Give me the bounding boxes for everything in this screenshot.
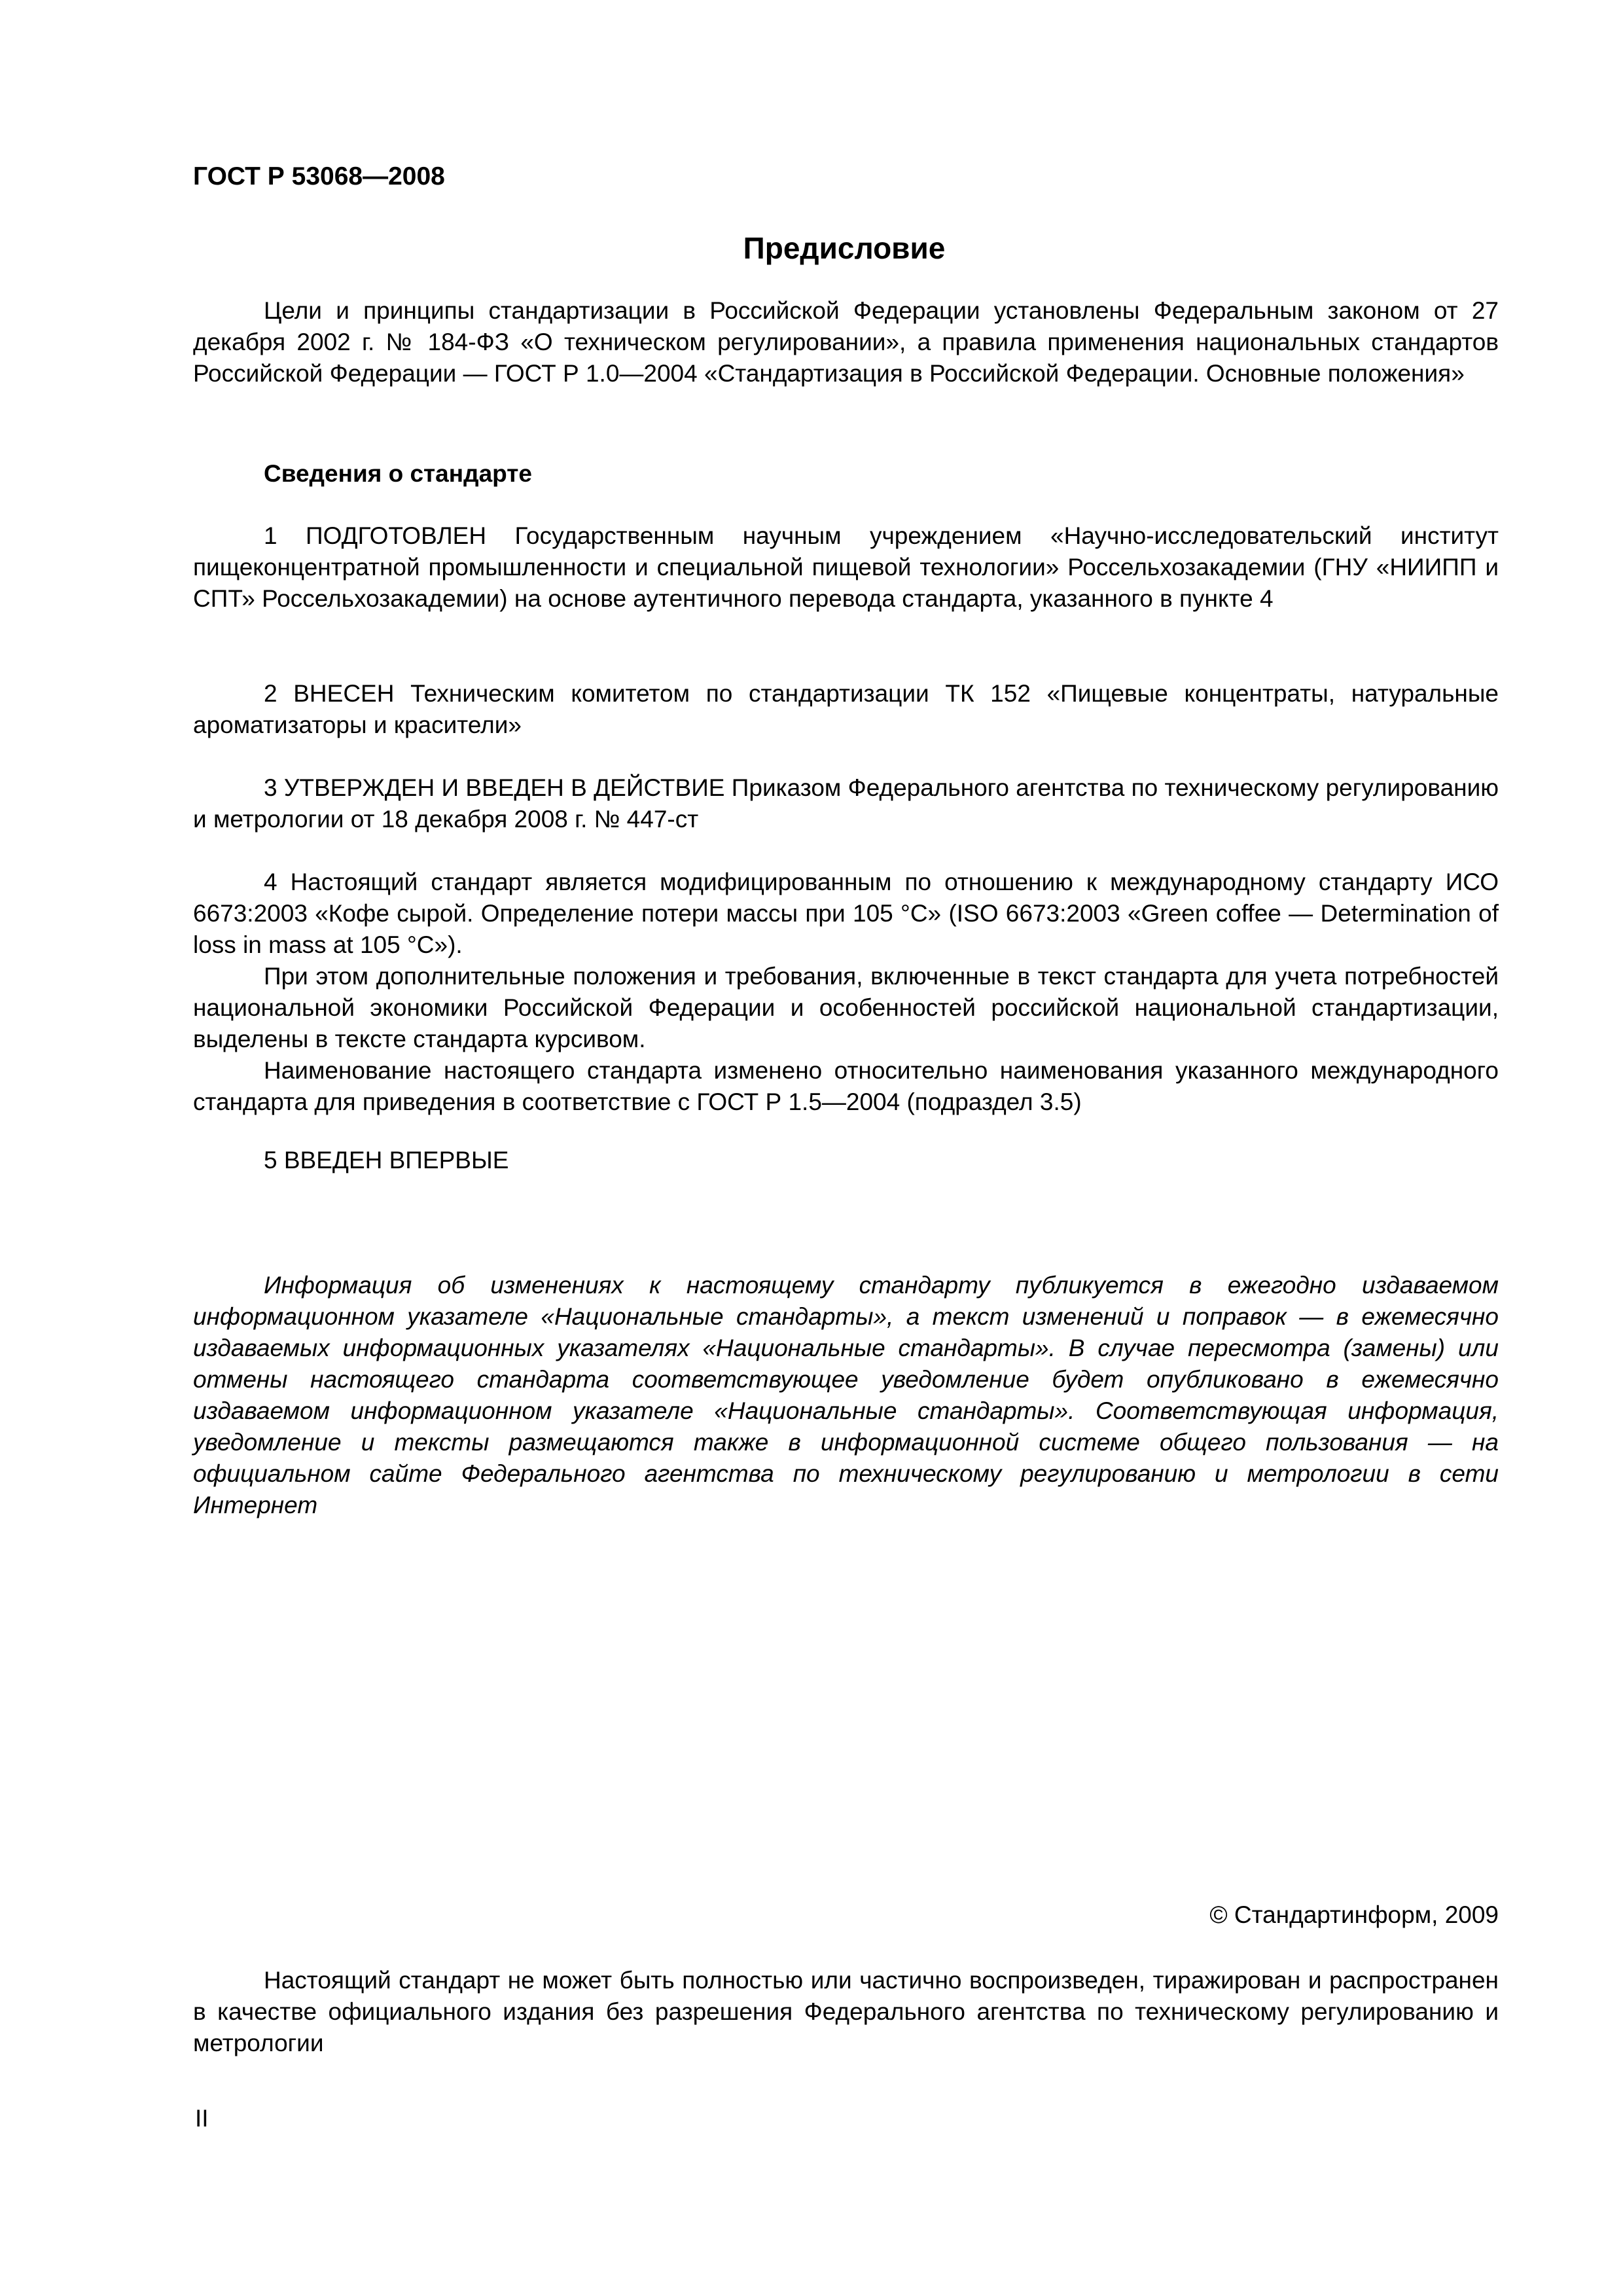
item-4-modified: 4 Настоящий стандарт является модифицированным по отношению к международному стандарту ИСО 6673:2003 «Кофе сырой. Определение потери массы при 105 °С» (ISO 6673:2003 «Green coffee — Determination of loss in mass at 105 °C»). (193, 869, 1499, 958)
item-5-first-introduced: 5 ВВЕДЕН ВПЕРВЫЕ (264, 1147, 509, 1174)
item-4-block (193, 867, 1499, 1118)
changes-notice-block (193, 1270, 1499, 1521)
item-4-name-change: Наименование настоящего стандарта изменено относительно наименования указанного международного стандарта для приведения в соответствие с ГОСТ Р 1.5—2004 (подраздел 3.5) (193, 1057, 1499, 1115)
item-5-block (193, 1145, 1499, 1176)
document-code: ГОСТ Р 53068—2008 (193, 162, 445, 190)
foreword-intro: Цели и принципы стандартизации в Российской Федерации установлены Федеральным законом от 27 декабря 2002 г. № 184-ФЗ «О техническом регулировании», а правила применения национальных стандартов Российской Федерации — ГОСТ Р 1.0—2004 «Стандартизация в Российской Федерации. Основные положения» (193, 297, 1499, 387)
item-1-prepared: 1 ПОДГОТОВЛЕН Государственным научным учреждением «Научно-исследовательский институт пищеконцентратной промышленности и специальной пищевой технологии» Россельхозакадемии (ГНУ «НИИПП и СПТ» Россельхозакадемии) на основе аутентичного перевода стандарта, указанного в пункте 4 (193, 522, 1499, 612)
reproduction-notice-block (193, 1965, 1499, 2059)
item-4-additional-provisions: При этом дополнительные положения и требования, включенные в текст стандарта для учета потребностей национальной экономики Российской Федерации и особенностей российской национальной стандартизации, выделены в тексте стандарта курсивом. (193, 963, 1499, 1052)
copyright-notice: © Стандартинформ, 2009 (1209, 1901, 1499, 1928)
item-1-block (193, 520, 1499, 615)
item-2-block (193, 678, 1499, 741)
foreword-intro-block (193, 295, 1499, 389)
item-2-introduced: 2 ВНЕСЕН Техническим комитетом по стандартизации ТК 152 «Пищевые концентраты, натуральные ароматизаторы и красители» (193, 680, 1499, 738)
changes-notice: Информация об изменениях к настоящему стандарту публикуется в ежегодно издаваемом информационном указателе «Национальные стандарты», а текст изменений и поправок — в ежемесячно издаваемых информационных указателях «Национальные стандарты». В случае пересмотра (замены) или отмены настоящего стандарта соответствующее уведомление будет опубликовано в ежемесячно издаваемом информационном указателе «Национальные стандарты». Соответствующая информация, уведомление и тексты размещаются также в информационной системе общего пользования — на официальном сайте Федерального агентства по техническому регулированию и метрологии в сети Интернет (193, 1272, 1499, 1518)
item-3-approved: 3 УТВЕРЖДЕН И ВВЕДЕН В ДЕЙСТВИЕ Приказом Федерального агентства по техническому регулированию и метрологии от 18 декабря 2008 г. № 447-ст (193, 774, 1499, 833)
foreword-title: Предисловие (743, 231, 946, 265)
reproduction-notice: Настоящий стандарт не может быть полностью или частично воспроизведен, тиражирован и распространен в качестве официального издания без разрешения Федерального агентства по техническому регулированию и метрологии (193, 1967, 1499, 2056)
standard-info-heading: Сведения о стандарте (264, 460, 532, 487)
page-number: II (195, 2105, 209, 2132)
item-3-block (193, 772, 1499, 835)
